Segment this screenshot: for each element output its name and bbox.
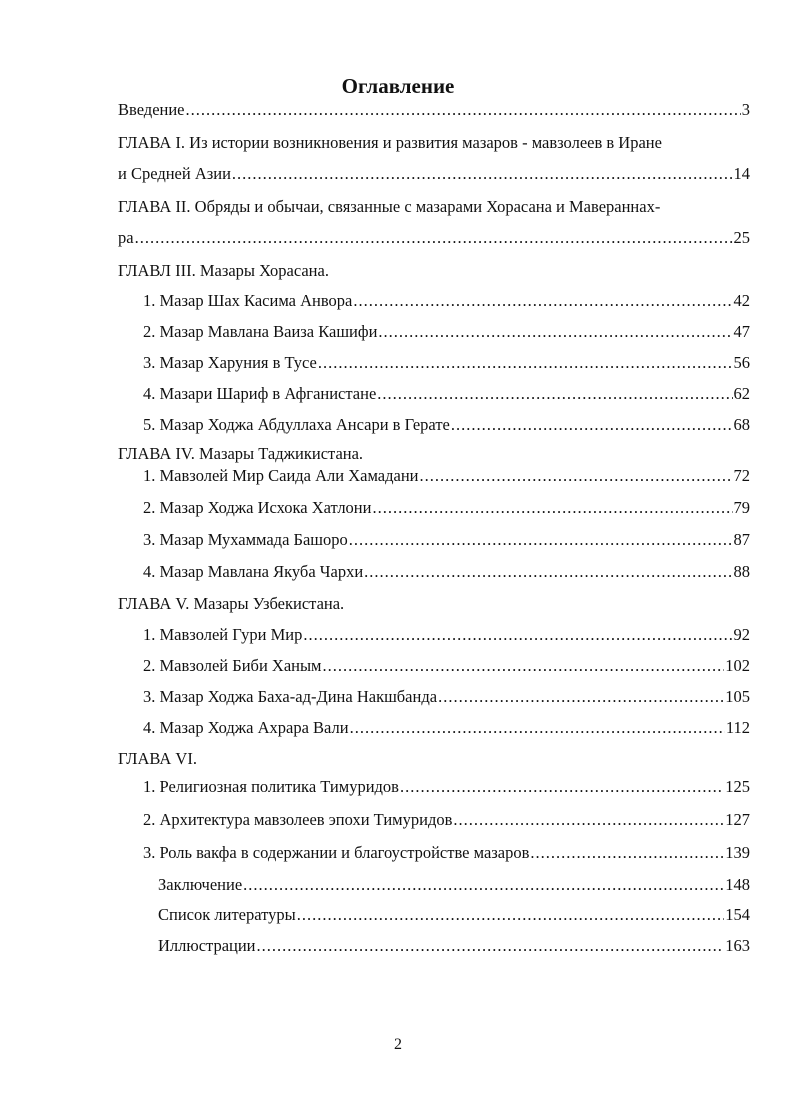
toc-label: 4. Мазар Мавлана Якуба Чархи xyxy=(143,562,364,581)
page-title: Оглавление xyxy=(341,74,455,98)
toc-page: 87 xyxy=(733,530,750,549)
leader-dots xyxy=(232,164,733,184)
toc-entry xyxy=(143,656,750,676)
toc-entry xyxy=(143,810,750,830)
toc-page: 102 xyxy=(725,656,750,675)
leader-dots xyxy=(530,843,724,863)
toc-label: 1. Мавзолей Мир Саида Али Хамадани xyxy=(143,466,419,485)
toc-entry xyxy=(143,415,750,435)
toc-page: 56 xyxy=(733,353,750,372)
toc-page: 112 xyxy=(725,718,750,737)
toc-entry xyxy=(143,353,750,373)
toc-label: Введение xyxy=(118,100,185,119)
toc-label: 2. Мавзолей Биби Ханым xyxy=(143,656,322,675)
toc-label: 1. Мавзолей Гури Мир xyxy=(143,625,303,644)
toc-entry xyxy=(143,384,750,404)
toc-label: 2. Мазар Ходжа Исхока Хатлони xyxy=(143,498,372,517)
toc-label: Иллюстрации xyxy=(158,936,256,955)
toc-page: 163 xyxy=(725,936,750,955)
toc-label: 5. Мазар Ходжа Абдуллаха Ансари в Герате xyxy=(143,415,450,434)
leader-dots xyxy=(451,415,733,435)
toc-label: 4. Мазари Шариф в Афганистане xyxy=(143,384,377,403)
toc-entry-illustrations xyxy=(158,936,750,956)
toc-label: 1. Религиозная политика Тимуридов xyxy=(143,777,399,796)
leader-dots xyxy=(353,291,732,311)
chapter-2-heading: ГЛАВА II. Обряды и обычаи, связанные с мазарами Хорасана и Мавераннах- xyxy=(118,197,661,216)
toc-label: Заключение xyxy=(158,875,243,894)
toc-entry xyxy=(143,718,750,738)
leader-dots xyxy=(377,384,732,404)
leader-dots xyxy=(372,498,732,518)
toc-page: 105 xyxy=(725,687,750,706)
toc-page: 62 xyxy=(733,384,750,403)
toc-page: 47 xyxy=(733,322,750,341)
toc-page: 92 xyxy=(733,625,750,644)
toc-label: 3. Роль вакфа в содержании и благоустройстве мазаров xyxy=(143,843,530,862)
leader-dots xyxy=(350,718,725,738)
toc-page: 139 xyxy=(725,843,750,862)
toc-label: Список литературы xyxy=(158,905,296,924)
leader-dots xyxy=(420,466,733,486)
leader-dots xyxy=(453,810,724,830)
leader-dots xyxy=(303,625,732,645)
toc-label: 3. Мазар Ходжа Баха-ад-Дина Накшбанда xyxy=(143,687,438,706)
toc-page: 127 xyxy=(725,810,750,829)
toc-entry-intro xyxy=(118,100,750,120)
toc-label: 2. Архитектура мавзолеев эпохи Тимуридов xyxy=(143,810,453,829)
chapter-4-heading: ГЛАВА IV. Мазары Таджикистана. xyxy=(118,444,364,463)
toc-page: 42 xyxy=(733,291,750,310)
page-number: 2 xyxy=(394,1036,402,1053)
toc-entry xyxy=(143,291,750,311)
toc-entry xyxy=(143,498,750,518)
toc-entry xyxy=(143,777,750,797)
toc-label: ра xyxy=(118,228,134,247)
toc-entry-chapter-1 xyxy=(118,164,750,184)
toc-entry-bibliography xyxy=(158,905,750,925)
toc-label: 3. Мазар Харуния в Тусе xyxy=(143,353,317,372)
chapter-6-heading: ГЛАВА VI. xyxy=(118,749,197,768)
toc-entry xyxy=(143,466,750,486)
toc-label: 1. Мазар Шах Касима Анвора xyxy=(143,291,353,310)
toc-entry xyxy=(143,843,750,863)
toc-label: 4. Мазар Ходжа Ахрара Вали xyxy=(143,718,349,737)
toc-label: 2. Мазар Мавлана Ваиза Кашифи xyxy=(143,322,378,341)
chapter-5-heading: ГЛАВА V. Мазары Узбекистана. xyxy=(118,594,345,613)
toc-page: 88 xyxy=(733,562,750,581)
toc-entry-chapter-2 xyxy=(118,228,750,248)
leader-dots xyxy=(318,353,733,373)
toc-page: 154 xyxy=(725,905,750,924)
chapter-3-heading: ГЛАВЛ III. Мазары Хорасана. xyxy=(118,261,329,280)
leader-dots xyxy=(243,875,724,895)
toc-page: 3 xyxy=(741,100,750,119)
chapter-1-heading: ГЛАВА I. Из истории возникновения и развития мазаров - мавзолеев в Иране xyxy=(118,133,662,152)
toc-label: 3. Мазар Мухаммада Башоро xyxy=(143,530,348,549)
toc-page: 68 xyxy=(733,415,750,434)
toc-page: 72 xyxy=(733,466,750,485)
leader-dots xyxy=(349,530,733,550)
toc-page: 79 xyxy=(733,498,750,517)
toc-entry xyxy=(143,322,750,342)
toc-page: 148 xyxy=(725,875,750,894)
leader-dots xyxy=(257,936,725,956)
leader-dots xyxy=(400,777,724,797)
toc-page: 125 xyxy=(725,777,750,796)
leader-dots xyxy=(135,228,733,248)
toc-page: 25 xyxy=(733,228,750,247)
toc-label: и Средней Азии xyxy=(118,164,231,183)
leader-dots xyxy=(186,100,741,120)
leader-dots xyxy=(323,656,725,676)
leader-dots xyxy=(438,687,724,707)
leader-dots xyxy=(378,322,732,342)
toc-entry xyxy=(143,530,750,550)
leader-dots xyxy=(364,562,732,582)
toc-entry-conclusion xyxy=(158,875,750,895)
toc-page: 14 xyxy=(733,164,750,183)
toc-entry xyxy=(143,625,750,645)
leader-dots xyxy=(297,905,725,925)
toc-entry xyxy=(143,687,750,707)
toc-entry xyxy=(143,562,750,582)
